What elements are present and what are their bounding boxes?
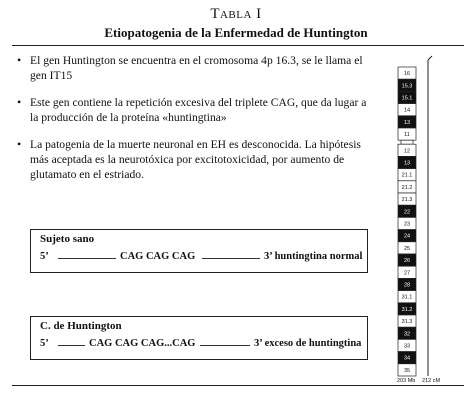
band-label: 13 <box>403 119 411 126</box>
centromere <box>401 140 413 144</box>
band-label: 26 <box>403 258 411 265</box>
three-prime-label: 3’ huntingtina normal <box>264 251 363 262</box>
band-label: 31.3 <box>401 319 413 326</box>
cag-sequence: CAG CAG CAG <box>120 251 196 262</box>
chromosome-length-cm: 212 cM <box>422 378 441 384</box>
bullet-text: El gen Huntington se encuentra en el cromosoma 4p 16.3, se le llama el gen IT15 <box>30 54 363 82</box>
bullet-icon: • <box>17 53 22 67</box>
band-label: 24 <box>403 233 411 240</box>
band-label: 12 <box>403 148 411 155</box>
band-label: 34 <box>403 355 411 362</box>
band-label: 27 <box>403 270 411 277</box>
bullet-text: La patogenia de la muerte neuronal en EH es desconocida. La hipótesis más aceptada es la neurotóxica por excitotoxicidad, por aumento de glutamato en el estriado. <box>30 138 361 181</box>
band-label: 32 <box>403 331 411 338</box>
band-label: 15.3 <box>401 83 413 90</box>
band-label: 25 <box>403 245 411 252</box>
axis-cap <box>428 56 432 60</box>
band-label: 11 <box>404 132 410 139</box>
band-label: 21.1 <box>401 172 413 179</box>
bullet-text: Este gen contiene la repetición excesiva del triplete CAG, que da lugar a la producción de la proteína «huntingtina» <box>30 96 367 124</box>
chromosome-length-mb: 203 Mb <box>397 378 416 384</box>
bottom-rule <box>12 385 464 386</box>
five-prime-label: 5’ <box>40 251 49 262</box>
band-label: 22 <box>403 209 411 216</box>
bullet-icon: • <box>17 137 22 151</box>
band-label: 21.2 <box>401 184 413 191</box>
three-prime-label: 3’ exceso de huntingtina <box>254 338 362 349</box>
table-number: Tabla I <box>210 6 262 22</box>
band-label: 28 <box>403 282 411 289</box>
bullet-icon: • <box>17 95 22 109</box>
band-label: 31.1 <box>401 294 413 301</box>
band-label: 13 <box>403 160 411 167</box>
cag-sequence: CAG CAG CAG...CAG <box>89 338 196 349</box>
band-label: 16 <box>403 71 411 78</box>
box-title: Sujeto sano <box>40 233 95 245</box>
band-label: 21.3 <box>401 197 413 204</box>
band-label: 14 <box>403 107 411 114</box>
band-label: 35 <box>403 367 411 374</box>
five-prime-label: 5’ <box>40 338 49 349</box>
band-label: 33 <box>403 343 411 350</box>
band-label: 15.1 <box>401 95 413 102</box>
band-label: 23 <box>403 221 411 228</box>
table-title: Etiopatogenia de la Enfermedad de Huntington <box>104 25 368 40</box>
box-title: C. de Huntington <box>40 320 122 332</box>
band-label: 31.2 <box>401 306 413 313</box>
